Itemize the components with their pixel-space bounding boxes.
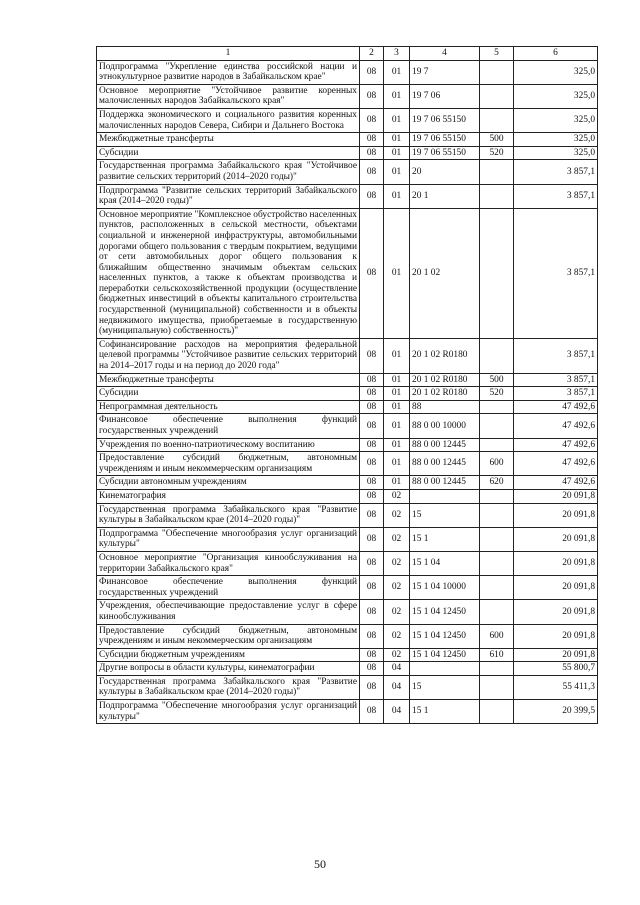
amount-cell: 47 492,6	[514, 400, 598, 414]
expense-type-cell: 600	[480, 452, 514, 476]
amount-cell: 47 492,6	[514, 414, 598, 438]
table-row	[97, 662, 598, 676]
amount-cell: 20 091,8	[514, 648, 598, 662]
target-article-cell: 19 7 06 55150	[410, 133, 480, 147]
subsection-code-cell: 01	[384, 338, 410, 373]
target-article-cell: 15 1 04 12450	[410, 648, 480, 662]
row-name-cell: Субсидии	[97, 146, 360, 160]
table-row	[97, 476, 598, 490]
target-article-cell: 20	[410, 160, 480, 184]
table-row	[97, 648, 598, 662]
row-name-cell: Подпрограмма "Обеспечение многообразия услуг организаций культуры"	[97, 527, 360, 551]
expense-type-cell	[480, 400, 514, 414]
header-cell: 4	[410, 47, 480, 61]
header-cell: 3	[384, 47, 410, 61]
target-article-cell: 88 0 00 12445	[410, 476, 480, 490]
amount-cell: 20 091,8	[514, 576, 598, 600]
table-row	[97, 387, 598, 401]
amount-cell: 3 857,1	[514, 338, 598, 373]
expense-type-cell	[480, 527, 514, 551]
section-code-cell: 08	[360, 146, 384, 160]
amount-cell: 325,0	[514, 84, 598, 108]
subsection-code-cell: 01	[384, 60, 410, 84]
subsection-code-cell: 01	[384, 184, 410, 208]
expense-type-cell	[480, 108, 514, 132]
expense-type-cell	[480, 208, 514, 338]
amount-cell: 3 857,1	[514, 160, 598, 184]
row-name-cell: Государственная программа Забайкальского края "Развитие культуры в Забайкальском крае (2014–2020 годы)"	[97, 503, 360, 527]
amount-cell: 47 492,6	[514, 438, 598, 452]
target-article-cell: 88 0 00 12445	[410, 452, 480, 476]
target-article-cell: 15 1 04 12450	[410, 624, 480, 648]
section-code-cell: 08	[360, 414, 384, 438]
row-name-cell: Поддержка экономического и социального развития коренных малочисленных народов Севера, Сибири и Дальнего Востока	[97, 108, 360, 132]
section-code-cell: 08	[360, 662, 384, 676]
section-code-cell: 08	[360, 576, 384, 600]
amount-cell: 20 091,8	[514, 624, 598, 648]
table-row	[97, 414, 598, 438]
target-article-cell: 19 7 06	[410, 84, 480, 108]
table-row	[97, 551, 598, 575]
target-article-cell: 20 1 02 R0180	[410, 373, 480, 387]
row-name-cell: Межбюджетные трансферты	[97, 373, 360, 387]
subsection-code-cell: 04	[384, 675, 410, 699]
expense-type-cell: 620	[480, 476, 514, 490]
target-article-cell	[410, 489, 480, 503]
subsection-code-cell: 04	[384, 662, 410, 676]
expense-type-cell	[480, 489, 514, 503]
target-article-cell: 15 1 04	[410, 551, 480, 575]
target-article-cell: 20 1 02 R0180	[410, 338, 480, 373]
subsection-code-cell: 01	[384, 160, 410, 184]
section-code-cell: 08	[360, 184, 384, 208]
table-row	[97, 208, 598, 338]
table-row	[97, 400, 598, 414]
amount-cell: 3 857,1	[514, 184, 598, 208]
amount-cell: 55 800,7	[514, 662, 598, 676]
row-name-cell: Софинансирование расходов на мероприятия федеральной целевой программы "Устойчивое развитие сельских территорий на 2014–2017 годы и на период до 2020 года"	[97, 338, 360, 373]
target-article-cell: 19 7 06 55150	[410, 146, 480, 160]
section-code-cell: 08	[360, 648, 384, 662]
expense-type-cell	[480, 414, 514, 438]
expense-type-cell	[480, 551, 514, 575]
section-code-cell: 08	[360, 489, 384, 503]
amount-cell: 20 399,5	[514, 700, 598, 724]
section-code-cell: 08	[360, 400, 384, 414]
table-row	[97, 338, 598, 373]
target-article-cell: 15 1 04 12450	[410, 600, 480, 624]
amount-cell: 47 492,6	[514, 452, 598, 476]
table-row	[97, 438, 598, 452]
row-name-cell: Финансовое обеспечение выполнения функций государственных учреждений	[97, 414, 360, 438]
budget-table	[96, 46, 598, 724]
row-name-cell: Основное мероприятие "Организация кинообслуживания на территории Забайкальского края"	[97, 551, 360, 575]
amount-cell: 20 091,8	[514, 551, 598, 575]
row-name-cell: Основное мероприятие "Устойчивое развитие коренных малочисленных народов Забайкальского края"	[97, 84, 360, 108]
table-row	[97, 700, 598, 724]
row-name-cell: Субсидии	[97, 387, 360, 401]
subsection-code-cell: 02	[384, 551, 410, 575]
subsection-code-cell: 04	[384, 700, 410, 724]
section-code-cell: 08	[360, 133, 384, 147]
table-row	[97, 489, 598, 503]
section-code-cell: 08	[360, 476, 384, 490]
section-code-cell: 08	[360, 503, 384, 527]
subsection-code-cell: 01	[384, 373, 410, 387]
expense-type-cell	[480, 600, 514, 624]
amount-cell: 47 492,6	[514, 476, 598, 490]
row-name-cell: Предоставление субсидий бюджетным, автономным учреждениям и иным некоммерческим организациям	[97, 624, 360, 648]
subsection-code-cell: 01	[384, 133, 410, 147]
row-name-cell: Учреждения, обеспечивающие предоставление услуг в сфере кинообслуживания	[97, 600, 360, 624]
expense-type-cell	[480, 338, 514, 373]
header-cell: 1	[97, 47, 360, 61]
row-name-cell: Субсидии бюджетным учреждениям	[97, 648, 360, 662]
section-code-cell: 08	[360, 60, 384, 84]
table-row	[97, 527, 598, 551]
row-name-cell: Кинематография	[97, 489, 360, 503]
target-article-cell: 15 1	[410, 700, 480, 724]
row-name-cell: Подпрограмма "Обеспечение многообразия услуг организаций культуры"	[97, 700, 360, 724]
amount-cell: 20 091,8	[514, 503, 598, 527]
table-row	[97, 675, 598, 699]
table-row	[97, 576, 598, 600]
amount-cell: 325,0	[514, 60, 598, 84]
row-name-cell: Подпрограмма "Развитие сельских территорий Забайкальского края (2014–2020 годы)"	[97, 184, 360, 208]
section-code-cell: 08	[360, 84, 384, 108]
table-row	[97, 624, 598, 648]
target-article-cell: 19 7	[410, 60, 480, 84]
section-code-cell: 08	[360, 600, 384, 624]
budget-table-body	[97, 47, 598, 724]
expense-type-cell	[480, 675, 514, 699]
expense-type-cell	[480, 84, 514, 108]
row-name-cell: Непрограммная деятельность	[97, 400, 360, 414]
section-code-cell: 08	[360, 338, 384, 373]
table-header-row	[97, 47, 598, 61]
row-name-cell: Учреждения по военно-патриотическому воспитанию	[97, 438, 360, 452]
row-name-cell: Другие вопросы в области культуры, кинематографии	[97, 662, 360, 676]
expense-type-cell: 500	[480, 133, 514, 147]
section-code-cell: 08	[360, 373, 384, 387]
section-code-cell: 08	[360, 160, 384, 184]
row-name-cell: Основное мероприятие "Комплексное обустройство населенных пунктов, расположенных в сельской местности, объектами социальной и инженерной инфраструктуры, автомобильными дорогами общего пользования с твердым покрытием, ведущими от сети автомобильных дорог общего пользования к ближайшим общественно значимым объектам сельских населенных пунктов, а также к объектам производства и переработки сельскохозяйственной продукции (осуществление бюджетных инвестиций в объекты капитального строительства государственной (муниципальной) собственности и в объекты недвижимого имущества, приобретаемые в государственную (муниципальную) собственность)"	[97, 208, 360, 338]
amount-cell: 55 411,3	[514, 675, 598, 699]
row-name-cell: Субсидии автономным учреждениям	[97, 476, 360, 490]
subsection-code-cell: 02	[384, 600, 410, 624]
row-name-cell: Предоставление субсидий бюджетным, автономным учреждениям и иным некоммерческим организациям	[97, 452, 360, 476]
subsection-code-cell: 01	[384, 146, 410, 160]
subsection-code-cell: 02	[384, 527, 410, 551]
table-row	[97, 133, 598, 147]
target-article-cell: 19 7 06 55150	[410, 108, 480, 132]
amount-cell: 3 857,1	[514, 208, 598, 338]
subsection-code-cell: 02	[384, 503, 410, 527]
header-cell: 5	[480, 47, 514, 61]
expense-type-cell	[480, 503, 514, 527]
table-row	[97, 184, 598, 208]
subsection-code-cell: 01	[384, 452, 410, 476]
section-code-cell: 08	[360, 527, 384, 551]
amount-cell: 20 091,8	[514, 489, 598, 503]
target-article-cell: 15	[410, 503, 480, 527]
expense-type-cell: 520	[480, 387, 514, 401]
subsection-code-cell: 01	[384, 438, 410, 452]
target-article-cell	[410, 662, 480, 676]
expense-type-cell: 600	[480, 624, 514, 648]
expense-type-cell	[480, 438, 514, 452]
subsection-code-cell: 01	[384, 414, 410, 438]
amount-cell: 325,0	[514, 108, 598, 132]
table-row	[97, 503, 598, 527]
row-name-cell: Государственная программа Забайкальского края "Устойчивое развитие сельских территорий (2014–2020 годы)"	[97, 160, 360, 184]
subsection-code-cell: 02	[384, 576, 410, 600]
page-number: 50	[314, 857, 326, 871]
section-code-cell: 08	[360, 675, 384, 699]
header-cell: 6	[514, 47, 598, 61]
subsection-code-cell: 01	[384, 84, 410, 108]
expense-type-cell	[480, 60, 514, 84]
target-article-cell: 20 1	[410, 184, 480, 208]
expense-type-cell	[480, 700, 514, 724]
subsection-code-cell: 01	[384, 208, 410, 338]
subsection-code-cell: 02	[384, 624, 410, 648]
target-article-cell: 15	[410, 675, 480, 699]
expense-type-cell: 500	[480, 373, 514, 387]
row-name-cell: Подпрограмма "Укрепление единства российской нации и этнокультурное развитие народов в Забайкальском крае"	[97, 60, 360, 84]
expense-type-cell: 520	[480, 146, 514, 160]
header-cell: 2	[360, 47, 384, 61]
table-row	[97, 452, 598, 476]
subsection-code-cell: 01	[384, 387, 410, 401]
expense-type-cell	[480, 184, 514, 208]
subsection-code-cell: 02	[384, 489, 410, 503]
row-name-cell: Межбюджетные трансферты	[97, 133, 360, 147]
target-article-cell: 88 0 00 12445	[410, 438, 480, 452]
table-row	[97, 60, 598, 84]
amount-cell: 3 857,1	[514, 373, 598, 387]
amount-cell: 3 857,1	[514, 387, 598, 401]
table-row	[97, 160, 598, 184]
amount-cell: 325,0	[514, 133, 598, 147]
subsection-code-cell: 01	[384, 476, 410, 490]
expense-type-cell: 610	[480, 648, 514, 662]
expense-type-cell	[480, 576, 514, 600]
section-code-cell: 08	[360, 624, 384, 648]
section-code-cell: 08	[360, 438, 384, 452]
table-row	[97, 373, 598, 387]
subsection-code-cell: 01	[384, 400, 410, 414]
expense-type-cell	[480, 160, 514, 184]
section-code-cell: 08	[360, 387, 384, 401]
table-row	[97, 600, 598, 624]
amount-cell: 325,0	[514, 146, 598, 160]
section-code-cell: 08	[360, 108, 384, 132]
subsection-code-cell: 01	[384, 108, 410, 132]
section-code-cell: 08	[360, 452, 384, 476]
target-article-cell: 20 1 02 R0180	[410, 387, 480, 401]
target-article-cell: 20 1 02	[410, 208, 480, 338]
target-article-cell: 88	[410, 400, 480, 414]
row-name-cell: Финансовое обеспечение выполнения функций государственных учреждений	[97, 576, 360, 600]
target-article-cell: 15 1 04 10000	[410, 576, 480, 600]
amount-cell: 20 091,8	[514, 600, 598, 624]
section-code-cell: 08	[360, 208, 384, 338]
section-code-cell: 08	[360, 700, 384, 724]
subsection-code-cell: 02	[384, 648, 410, 662]
target-article-cell: 88 0 00 10000	[410, 414, 480, 438]
table-row	[97, 84, 598, 108]
amount-cell: 20 091,8	[514, 527, 598, 551]
target-article-cell: 15 1	[410, 527, 480, 551]
table-row	[97, 108, 598, 132]
row-name-cell: Государственная программа Забайкальского края "Развитие культуры в Забайкальском крае (2014–2020 годы)"	[97, 675, 360, 699]
expense-type-cell	[480, 662, 514, 676]
table-row	[97, 146, 598, 160]
section-code-cell: 08	[360, 551, 384, 575]
